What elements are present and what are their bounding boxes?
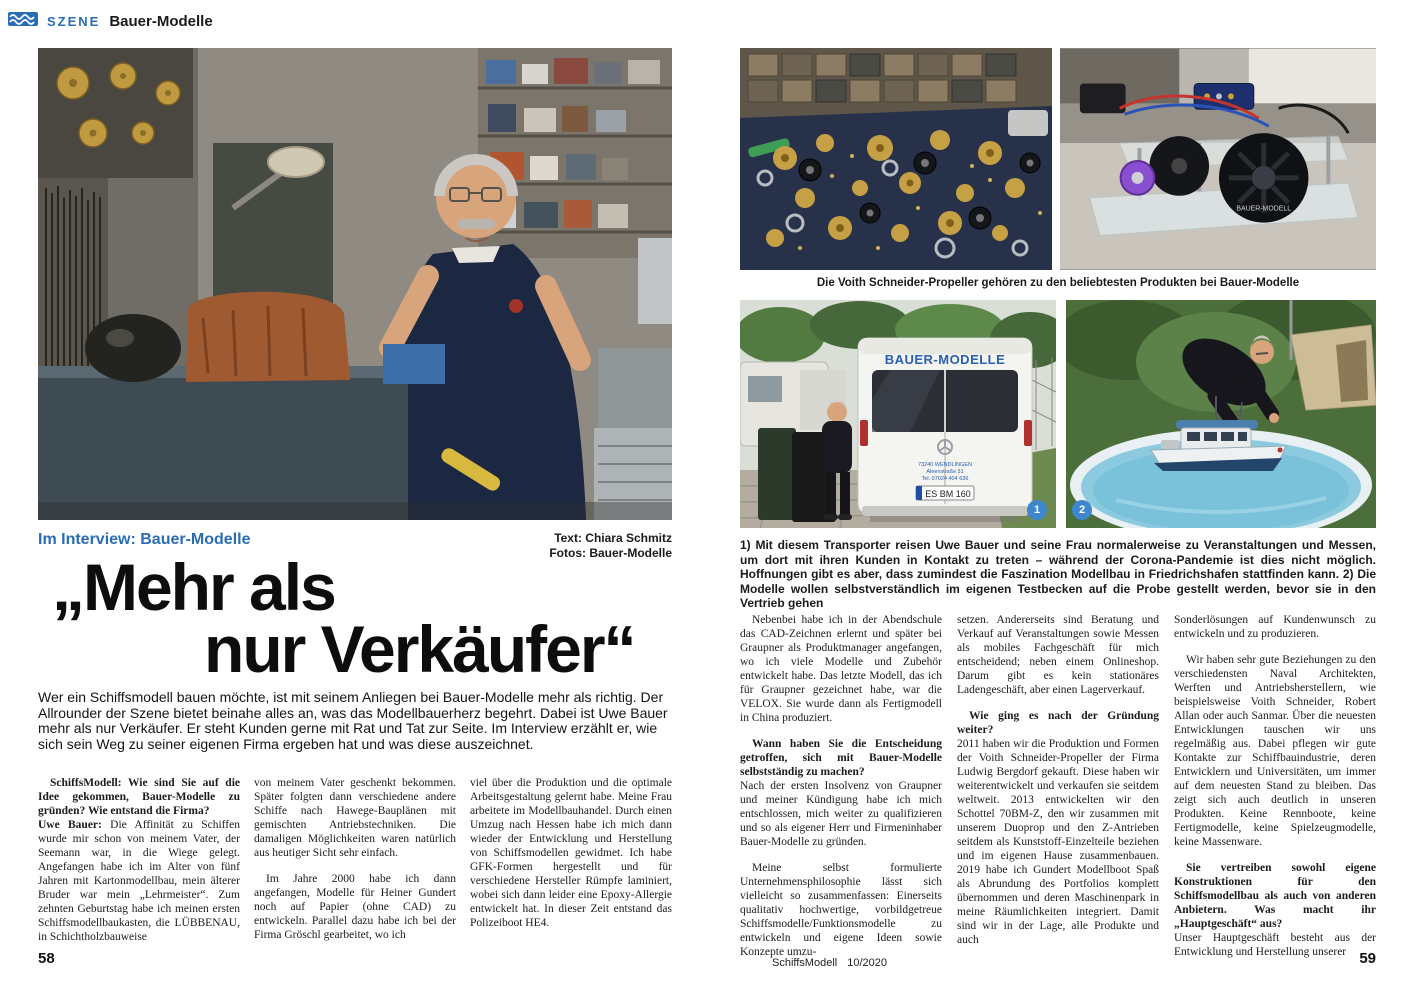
- green-bin: [758, 428, 796, 520]
- left-page-columns: [38, 776, 672, 944]
- svg-text:Tel. 07024 404 636: Tel. 07024 404 636: [921, 476, 969, 482]
- answer-text: Die Affinität zu Schiffen wurde mir schon von meinem Vater, der Seemann war, in die Wiege gelegt. Angefangen habe ich im Alter von fünf Jahren mit Kartonmodellbau, mein älterer Bruder war mein „Lehrmeister“. Zum zehnten Geburtstag habe ich meinen ersten Schiffsmodellbaukasten, die LÜBBENAU, in Schichtholzbauweise: [38, 819, 240, 943]
- body-paragraph: Wir haben sehr gute Beziehungen zu den verschiedensten Naval Architekten, Werften und Antriebsherstellern, wie beispielsweise Voith Schneider, Robert Allan oder auch Sanmar. Über die neuesten Entwicklungen tauschen wir uns regelmäßig aus. Dabei pflegen wir gute Kontakte zur Schiffbauindustrie, deren Entwicklern und Universitäten, um immer auf dem neuesten Stand zu bleiben. Das zeigt sich auch deutlich in unseren Produkten. Keine Rennboote, keine Fertigmodelle, keine Spielzeugmodelle, keine Massenware.: [1174, 654, 1376, 848]
- body-paragraph: Meine selbst formulierte Unternehmensphilosophie lässt sich vielleicht so zusammenfassen: Einerseits qualitativ hochwertige, vorbildgetreue Schiffsmodelle/Funktionsmodelle zu entwickeln und eigene Ideen sowie Konzepte umzu-: [740, 862, 942, 958]
- motor-brand-text: BAUER-MODELL: [1236, 205, 1292, 213]
- left-column-1: [38, 776, 240, 944]
- transporter-photo: [740, 300, 1056, 528]
- header-kicker: SZENE: [47, 14, 101, 29]
- test-pool-photo: [1066, 300, 1376, 528]
- header-section-title: Bauer-Modelle: [109, 13, 213, 30]
- moustache: [457, 219, 495, 229]
- work-lamp: [268, 147, 324, 177]
- workshop-photo-illustration: [38, 48, 672, 520]
- crate-stack: [598, 348, 672, 428]
- right-column-2: [957, 613, 1159, 959]
- answer-selfemployment: Nach der ersten Insolvenz von Graupner und meiner Kündigung habe ich mich entschlossen, mich weiter zu qualifizieren und so als eigener Herr und Firmeninhaber Bauer-Modelle zu gründen.: [740, 780, 942, 848]
- van-brand-text: BAUER-MODELLE: [884, 352, 1006, 367]
- question-main-business: Sie vertreiben sowohl eigene Konstruktionen für den Schiffsmodellbau als auch von anderen Anbietern. Was macht ihr „Hauptgeschäft“ aus?: [1174, 862, 1376, 930]
- footer-magazine-name: SchiffsModell: [772, 957, 838, 969]
- photo-badge-1: 1: [1027, 500, 1047, 520]
- license-plate-text: ES BM 160: [925, 489, 971, 499]
- article-intro: Wer ein Schiffsmodell bauen möchte, ist mit seinem Anliegen bei Bauer-Modelle mehr als richtig. Der Allrounder der Szene bietet beinahe alles an, was das Modellbauerherz begehrt. Dabei ist Uwe Bauer mehr als nur Verkäufer. Er steht Kunden gerne mit Rat und Tat zur Seite. Im Interview erzählt er, wie sich sein Weg zu seiner eigenen Firma ergeben hat und was diese auszeichnet.: [38, 689, 668, 752]
- question-selfemployment: Wann haben Sie die Entscheidung getroffen, sich mit Bauer-Modelle selbstständig zu machen?: [740, 738, 942, 778]
- credit-photos: Fotos: Bauer-Modelle: [549, 546, 672, 560]
- motor-test-rig-photo: [1060, 48, 1376, 270]
- van-rear: [858, 338, 1032, 522]
- question-founding: SchiffsModell: Wie sind Sie auf die Idee gekommen, Bauer-Modelle zu gründen? Wie entstand die Firma?: [38, 777, 240, 817]
- left-column-2: [254, 776, 456, 944]
- page-number-59: 59: [1359, 950, 1376, 967]
- workshop-portrait-photo: [38, 48, 672, 520]
- body-paragraph: Sonderlösungen auf Kundenwunsch zu entwickeln und zu produzieren.: [1174, 614, 1376, 640]
- right-column-3: [1174, 613, 1376, 959]
- body-paragraph: Im Jahre 2000 habe ich dann angefangen, Modelle für Heiner Gundert noch auf Papier (ohne CAD) zu entwickeln. Parallel dazu habe ich bei der Firma Gröschl gearbeitet, wo ich: [254, 873, 456, 941]
- photo-badge-2: 2: [1072, 500, 1092, 520]
- headline-line-2: nur Verkäufer“: [204, 612, 635, 686]
- svg-text:73240 WENDLINGEN: 73240 WENDLINGEN: [917, 462, 973, 468]
- credit-text-author: Text: Chiara Schmitz: [554, 531, 672, 545]
- body-paragraph: Nebenbei habe ich in der Abendschule das CAD-Zeichnen erlernt und später bei Graupner als Produktmanager angefangen, wo ich viele Modelle und Zubehör entwickelt habe. Das letzte Modell, das ich für Graupner gezeichnet habe, war die VELOX. Sie wurde dann als Fertigmodell in China produziert.: [740, 614, 942, 724]
- footer-issue: 10/2020: [847, 957, 887, 969]
- body-paragraph: von meinem Vater geschenkt bekommen. Später folgten dann verschiedene andere Schiffe nach Hawege-Bauplänen mit gemischten Antriebstechniken. Die damaligen Möglichkeiten waren natürlich aus heutiger Sicht sehr einfach.: [254, 777, 456, 859]
- right-page-columns: [740, 613, 1376, 959]
- magazine-footer: [772, 957, 887, 969]
- propeller-parts-photo: [740, 48, 1052, 270]
- left-column-3: [470, 776, 672, 944]
- caption-transporter-pool: 1) Mit diesem Transporter reisen Uwe Bauer und seine Frau normalerweise zu Veranstaltungen und Messen, um dort mit ihren Kunden in Kontakt zu treten – während der Corona-Pandemie ist dies nicht möglich. Hoffnungen gibt es aber, dass zumindest die Faszination Modellbau in Friedrichshafen stattfinden kann. 2) Die Modelle wollen selbstverständlich im eigenen Testbecken auf die Probe gestellt werden, bevor sie in den Vertrieb gehen: [740, 538, 1376, 611]
- caption-propellers: Die Voith Schneider-Propeller gehören zu den beliebtesten Produkten bei Bauer-Modelle: [816, 277, 1300, 289]
- right-column-1: [740, 613, 942, 959]
- wave-logo-icon: [8, 12, 38, 31]
- polo-emblem: [509, 299, 523, 313]
- question-after-founding: Wie ging es nach der Gründung weiter?: [957, 710, 1159, 736]
- body-paragraph: viel über die Produktion und die optimale Arbeitsgestaltung gelernt habe. Meine Frau arbeitete im Modellbauhandel. Durch einen Umzug nach Hessen habe ich mich dann wieder der Entwicklung und Herstellung von Schiffsmodellen gewidmet. Ich habe GFK-Formen hergestellt und für verschiedene Hersteller Rümpfe laminiert, wobei sich dann leider eine Epoxy-Allergie entwickelt hat. In dieser Zeit entstand das Polizeiboot HE4.: [470, 777, 672, 929]
- page-number-58: 58: [38, 950, 55, 967]
- machine-table: [38, 378, 408, 520]
- page-header: [8, 12, 213, 31]
- outrunner-motor-large: [1219, 133, 1308, 222]
- answer-after-founding: 2011 haben wir die Produktion und Formen der Voith Schneider-Propeller der Firma Ludwig Bergdorf gekauft. Diese haben wir weiterentwickelt und verkaufen sie seitdem weltweit. 2013 entwickelten wir den Schottel 70BM-Z, den wir zusammen mit unserem Duoprop und den Z-Antrieben seitdem als Kunststoff-Einzelteile beziehen und im eigenen Hause zusammenbauen. 2019 habe ich Gundert Modellboot Spaß als Abrundung des Portfolios komplett übernommen und deren Maschinenpark in meine Räumlichkeiten integriert. Damit sind wir in der Lage, alle Produkte und auch: [957, 738, 1159, 946]
- answer-main-business: Unser Hauptgeschäft besteht aus der Entwicklung und Herstellung unserer: [1174, 932, 1376, 958]
- answer-founding: [38, 818, 240, 944]
- svg-text:Aleenstraße 31: Aleenstraße 31: [926, 469, 964, 475]
- answer-lead: Uwe Bauer:: [38, 819, 102, 831]
- headline-line-1: „Mehr als: [52, 550, 335, 624]
- interview-kicker: Im Interview: Bauer-Modelle: [38, 531, 251, 548]
- body-paragraph: setzen. Andererseits sind Beratung und Verkauf auf Veranstaltungen sowie Messen als mobiles Fachgeschäft für mich entscheidend; neben einem Onlineshop. Darum gibt es kein stationäres Ladengeschäft, aber einen Lagerverkauf.: [957, 614, 1159, 696]
